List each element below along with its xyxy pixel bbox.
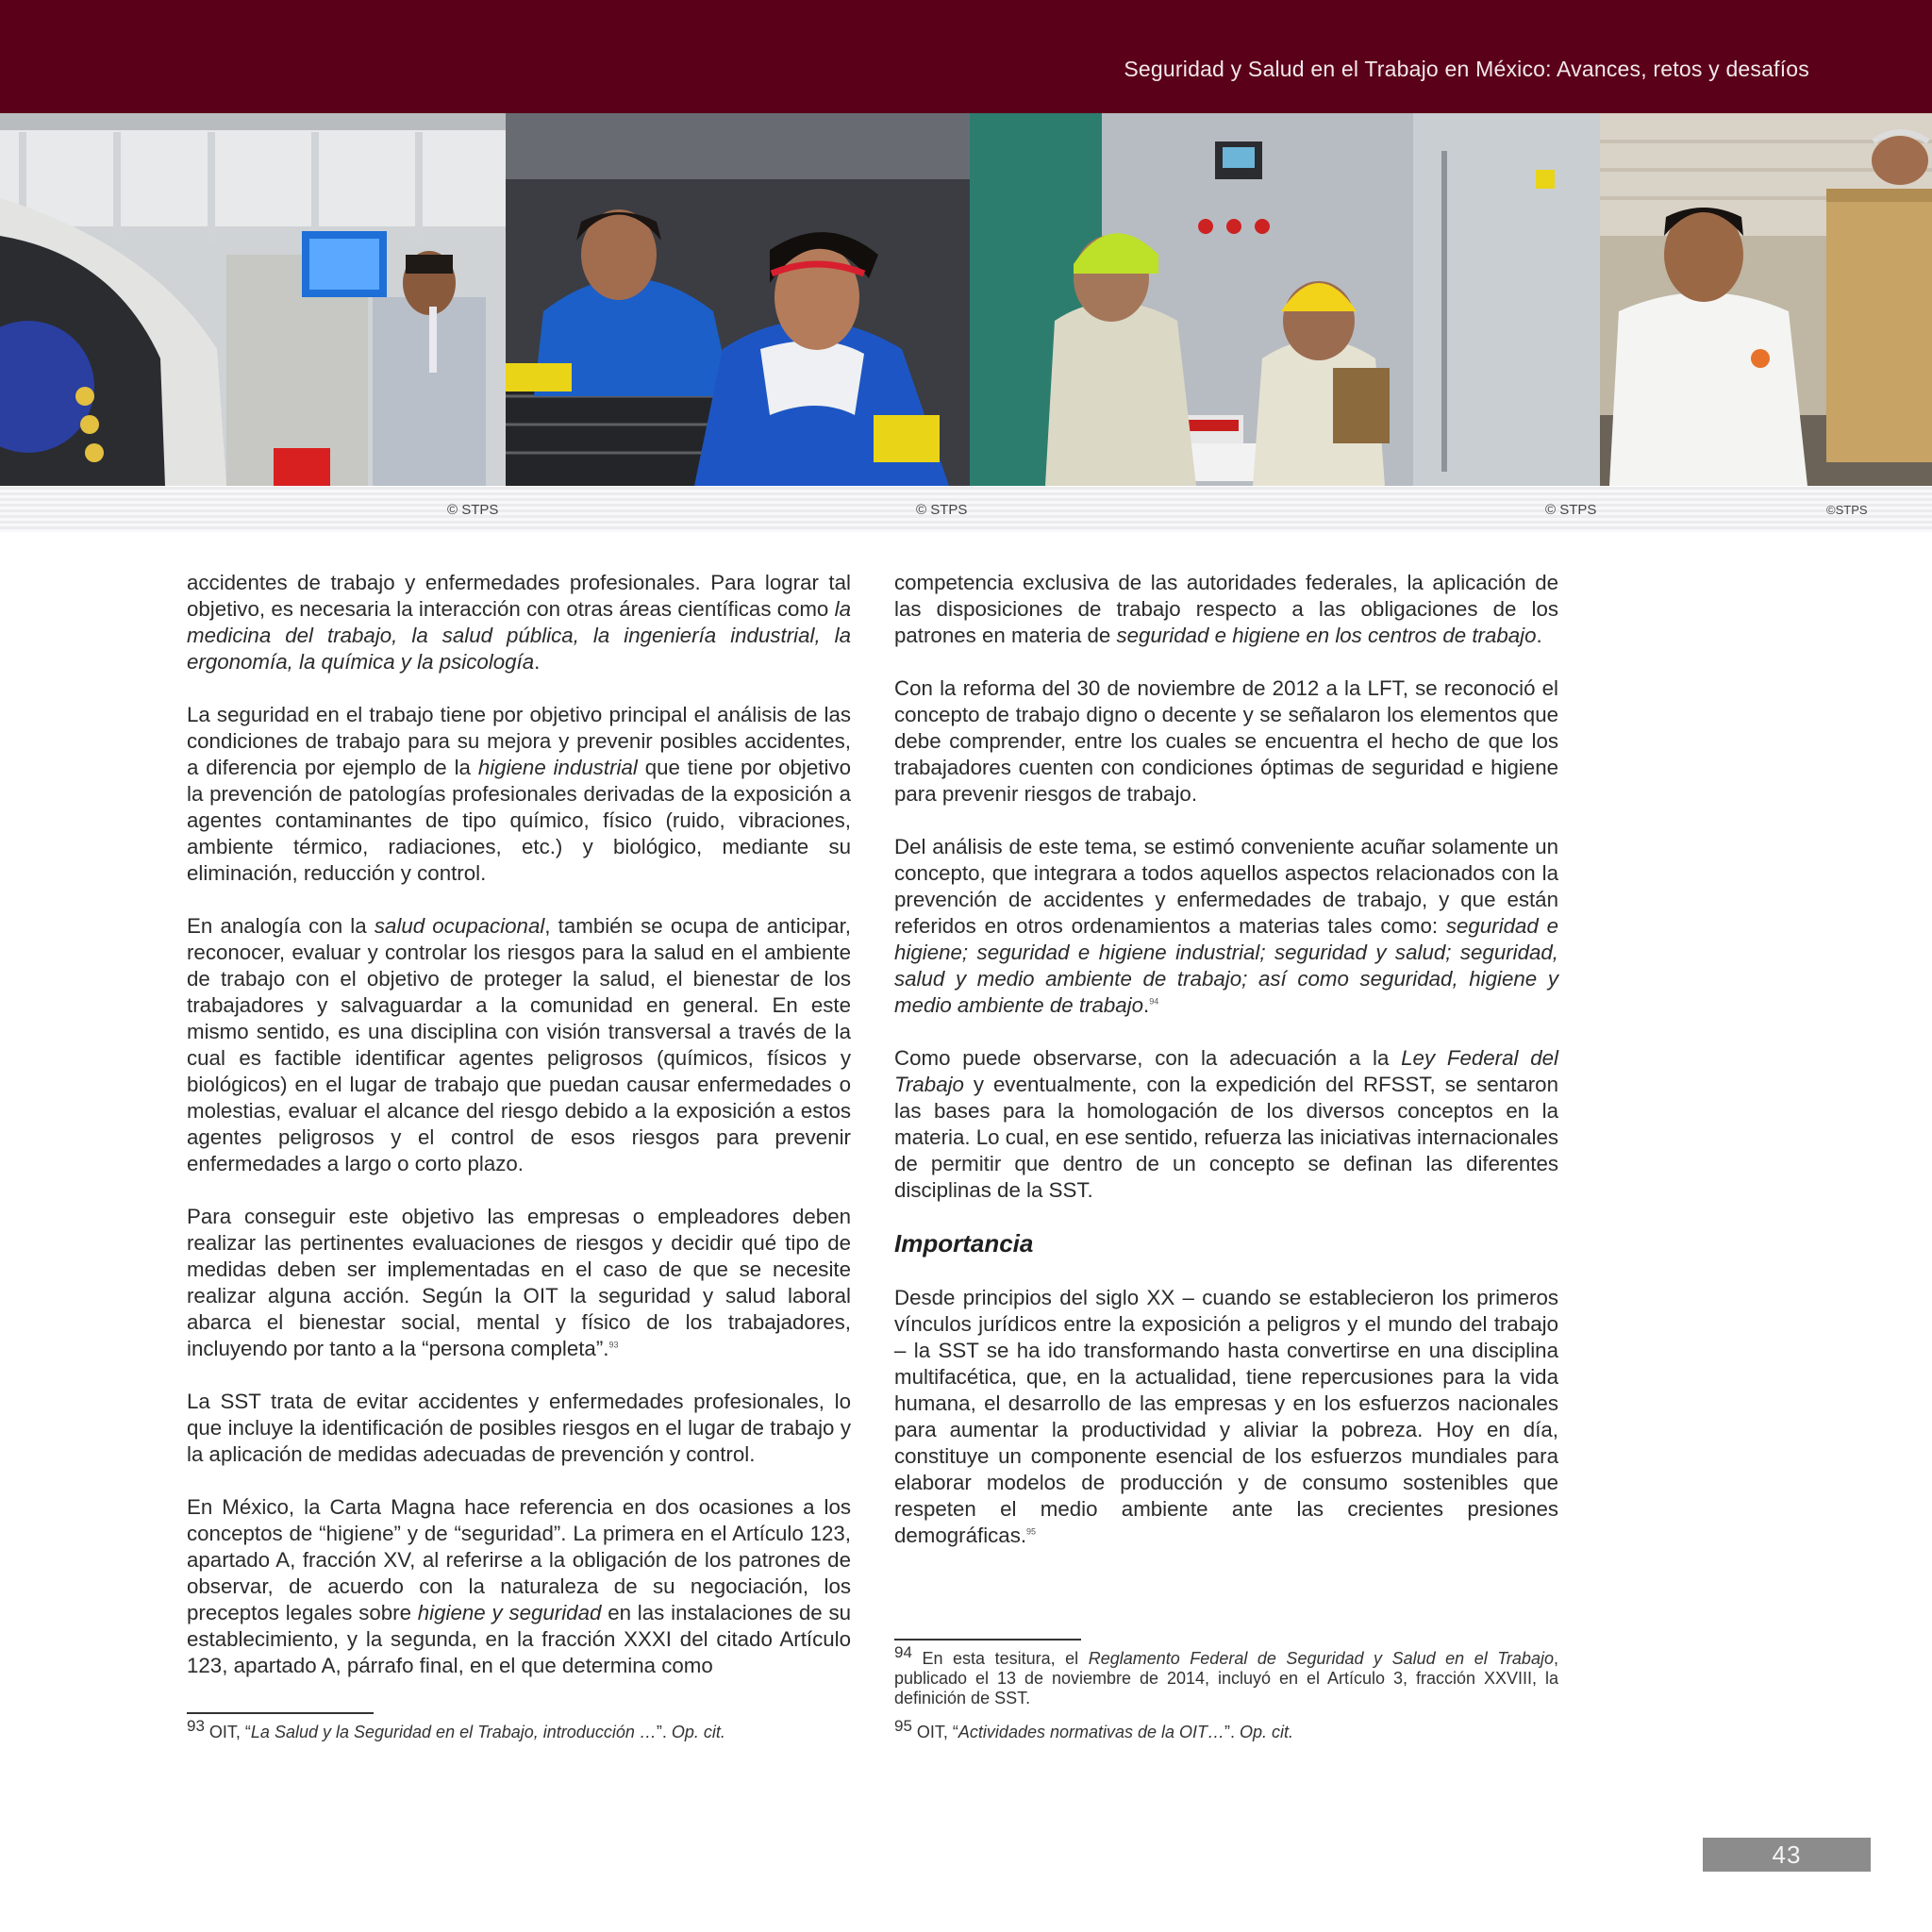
photo-worker-at-machine [0,113,506,486]
paragraph: En analogía con la salud ocupacional, también se ocupa de anticipar, reconocer, evaluar y controlar los riesgos para la salud en el ambiente de trabajo con el objetivo de proteger la salud, el bienestar de los trabajadores y salvaguardar a la comunidad en general. En este mismo sentido, es una disciplina con visión transversal a través de la cual es factible identificar agentes peligrosos (químicos, físicos y biológicos) en el lugar de trabajo que puedan causar enfermedades o molestias, evaluar el alcance del riesgo debido a la exposición a estos agentes peligrosos y el control de esos riesgos para prevenir enfermedades a largo o corto plazo. [187,914,851,1175]
footnote-rule [187,1712,374,1714]
footnote-ref[interactable]: 93 [608,1340,619,1350]
photo-credit-bar [0,487,1932,532]
footnote-95: 95 OIT, “Actividades normativas de la OIT…”. Op. cit. [894,1717,1294,1741]
photo-electricians-panel [970,113,1600,486]
footnote-ref[interactable]: 95 [1026,1526,1037,1537]
paragraph: Del análisis de este tema, se estimó conveniente acuñar solamente un concepto, que integrara a todos aquellos aspectos relacionados con la prevención de accidentes y enfermedades de trabajo, y que están referidos en otros ordenamientos a materias tales como: seguridad e higiene; seguridad e higiene industrial; seguridad y salud; seguridad, salud y medio ambiente de trabajo; así como seguridad, higiene y medio ambiente de trabajo.$^{94}$ [894,835,1559,1017]
paragraph: Con la reforma del 30 de noviembre de 2012 a la LFT, se reconoció el concepto de trabajo digno o decente y se señalaron los elementos que debe comprender, entre los cuales se encuentra el hecho de que los trabajadores cuenten con condiciones óptimas de seguridad e higiene para prevenir riesgos de trabajo. [894,676,1558,806]
footnote-93: 93 OIT, “La Salud y la Seguridad en el Trabajo, introducción …”. Op. cit. [187,1717,725,1741]
paragraph: En México, la Carta Magna hace referencia en dos ocasiones a los conceptos de “higiene” y de “seguridad”. La primera en el Artículo 123, apartado A, fracción XV, al referirse a la obligación de los patrones de observar, de acuerdo con la naturaleza de su negociación, los preceptos legales sobre higiene y seguridad en las instalaciones de su establecimiento, y la segunda, en la fracción XXXI del citado Artículo 123, apartado A, párrafo final, en el que determina como [187,1495,851,1677]
footnote-94: 94 En esta tesitura, el Reglamento Federal de Seguridad y Salud en el Trabajo, publicado el 13 de noviembre de 2014, incluyó en el Artículo 3, fracción XXVIII, la definición de SST. [894,1643,1558,1707]
photo-credit: ©STPS [1826,503,1868,517]
photo-credit: © STPS [1545,502,1597,518]
footnote-rule [894,1639,1081,1641]
paragraph: Desde principios del siglo XX – cuando se establecieron los primeros vínculos jurídicos entre la exposición a peligros y el mundo del trabajo – la SST se ha ido transformando hasta convertirse en una disciplina multifacética, que, en la actualidad, tiene repercusiones para la vida humana, el desarrollo de las empresas y en los esfuerzos nacionales para aumentar la productividad y aliviar la pobreza. Hoy en día, constituye un componente esencial de los esfuerzos mundiales para elaborar modelos de producción y de consumo sostenibles que respeten el medio ambiente ante las crecientes presiones demográficas.$^{95}$ [894,1286,1558,1547]
paragraph: La SST trata de evitar accidentes y enfermedades profesionales, lo que incluye la identificación de posibles riesgos en el lugar de trabajo y la aplicación de medidas adecuadas de prevención y control. [187,1390,851,1466]
photo-women-assembling [506,113,970,486]
paragraph: Para conseguir este objetivo las empresas o empleadores deben realizar las pertinentes evaluaciones de riesgos y decidir qué tipo de medidas deben ser implementadas en el caso de que se necesite realizar alguna acción. Según la OIT la seguridad y salud laboral abarca el bienestar social, mental y físico de los trabajadores, incluyendo por tanto a la “persona completa”.$^{93}$ [187,1205,851,1360]
photo-strip [0,113,1932,486]
photo-credit: © STPS [916,502,968,518]
paragraph: accidentes de trabajo y enfermedades profesionales. Para lograr tal objetivo, es necesaria la interacción con otras áreas científicas como la medicina del trabajo, la salud pública, la ingeniería industrial, la ergonomía, la química y la psicología. [187,571,851,674]
footnote-ref[interactable]: 94 [1149,996,1159,1007]
page-number: 43 [1703,1838,1871,1872]
text-column-left [187,570,851,1706]
photo-credit: © STPS [447,502,499,518]
paragraph: Como puede observarse, con la adecuación a la Ley Federal del Trabajo y eventualmente, con la expedición del RFSST, se sentaron las bases para la homologación de los diversos conceptos en la materia. Lo cual, en ese sentido, refuerza las iniciativas internacionales de permitir que dentro de un concepto se definan las diferentes disciplinas de la SST. [894,1046,1558,1202]
paragraph: La seguridad en el trabajo tiene por objetivo principal el análisis de las condiciones de trabajo para su mejora y prevenir posibles accidentes, a diferencia por ejemplo de la higiene industrial que tiene por objetivo la prevención de patologías profesionales derivadas de la exposición a agentes contaminantes de tipo químico, físico (ruido, vibraciones, ambiente térmico, radiaciones, etc.) y biológico, mediante su eliminación, reducción y control. [187,703,851,885]
paragraph: competencia exclusiva de las autoridades federales, la aplicación de las disposiciones de trabajo respecto a las obligaciones de los patrones en materia de seguridad e higiene en los centros de trabajo. [894,571,1558,647]
text-column-right [894,570,1558,1575]
running-header-title: Seguridad y Salud en el Trabajo en México: Avances, retos y desafíos [1124,57,1809,81]
photo-man-with-box [1600,113,1932,486]
section-heading: Importancia [894,1229,1034,1257]
